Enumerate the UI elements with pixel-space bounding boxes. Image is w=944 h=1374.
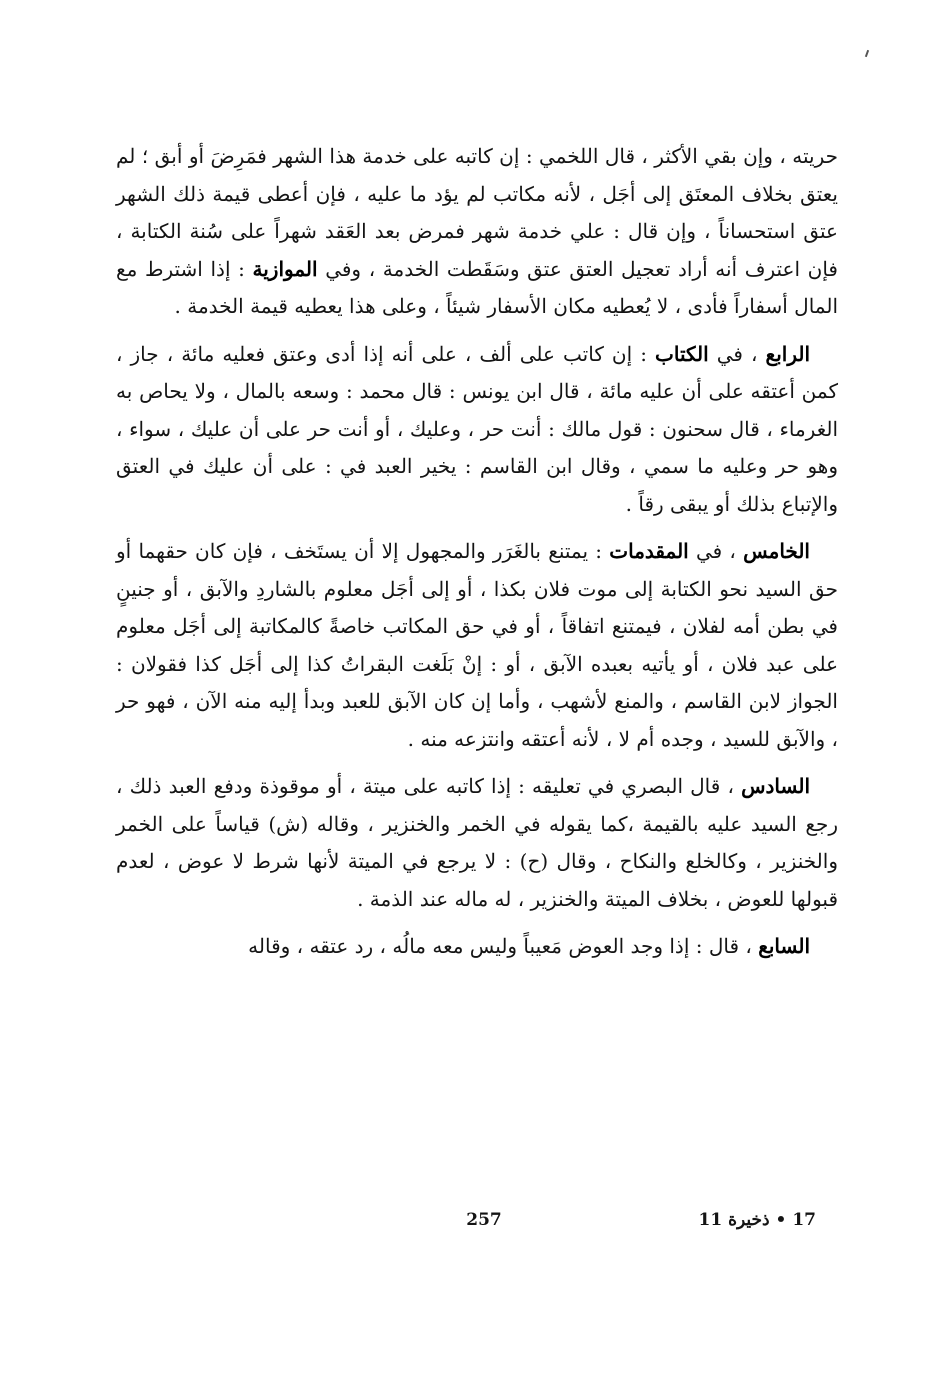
main-text xyxy=(116,138,838,976)
paragraph-term: الموازية xyxy=(252,256,318,281)
paragraph-continuation xyxy=(116,138,838,326)
paragraph-lead: الخامس xyxy=(743,539,810,563)
paragraph-body: ، قال البصري في تعليقه : إذا كاتبه على ميتة ، أو موقوذة ودفع العبد ذلك ، رجع السيد عليه بالقيمة ،كما يقوله في الخمر والخنزير ، وقاله (ش) قياساً على الخمر والخنزير ، وكالخلع والنكاح ، وقال (ح) : لا يرجع في الميتة لأنها شرط لا عوض ، لعدم قبولها للعوض ، بخلاف الميتة والخنزير ، له ماله عند الذمة . xyxy=(116,774,838,911)
paragraph-term: المقدمات xyxy=(609,539,689,563)
paragraph-body: حريته ، وإن بقي الأكثر ، قال اللخمي : إن كاتبه على خدمة هذا الشهر فمَرِضَ أو أبق ؛ لم يعتق بخلاف المعتَق إلى أجَل ، لأنه مكاتب لم يؤد ما عليه ، فإن أعطى قيمة ذلك الشهر عتق استحساناً ، وإن قال : علي خدمة شهر فمرض بعد العَقد شهراً على سُنة الكتابة ، فإن اعترف أنه أراد تعجيل العتق عتق وسَقَطت الخدمة ، وفي xyxy=(116,144,838,281)
paragraph-fifth xyxy=(116,533,838,758)
signature-mark: 17 • ذخيرة 11 xyxy=(698,1210,816,1230)
paragraph-lead: السابع xyxy=(758,934,810,958)
page-number: 257 xyxy=(466,1210,502,1230)
paragraph-body: ، قال : إذا وجد العوض مَعيباً وليس معه مالُه ، رد عتقه ، وقاله xyxy=(248,934,759,958)
paragraph-tail: : إذا اشترط مع المال أسفاراً فأدى ، لا يُعطيه مكان الأسفار شيئاً ، وعلى هذا يعطيه قيمة الخدمة . xyxy=(116,256,838,318)
page-footer xyxy=(116,1206,838,1240)
scan-mark xyxy=(865,50,869,57)
paragraph-lead: الرابع xyxy=(765,341,810,366)
paragraph-fourth xyxy=(116,336,838,524)
paragraph-term: الكتاب xyxy=(655,341,709,366)
paragraph-lead-connector: ، في xyxy=(708,341,766,366)
paragraph-sixth xyxy=(116,768,838,918)
paragraph-body: : إن كاتب على ألف ، على أنه إذا أدى وعتق فعليه مائة ، جاز ، كمن أعتقه على أن عليه مائة ، قال ابن يونس : قال محمد : وسعه بالمال ، ولا يحاص به الغرماء ، قال سحنون : قول مالك : أنت حر ، وعليك ، أو أنت حر على أن عليك ، سواء ، وهو حر وعليه ما سمي ، وقال ابن القاسم : يخير العبد في : على أن عليك في العتق والإتباع بذلك أو يبقى رقاً . xyxy=(116,341,838,516)
paragraph-seventh xyxy=(116,928,838,966)
paragraph-lead: السادس xyxy=(741,774,810,798)
paragraph-lead-connector: ، في xyxy=(688,539,744,563)
paragraph-body: : يمتنع بالغَرَر والمجهول إلا أن يستَخف ، فإن كان حقهما أو حق السيد نحو الكتابة إلى موت فلان بكذا ، أو إلى أجَل معلوم بالشاردِ والآبق ، أو جنينٍ في بطن أمه لفلان ، فيمتنع اتفاقاً ، أو في حق المكاتب خاصةً كالمكاتبة إلى أجَل معلوم على عبد فلان ، أو يأتيه بعبده الآبق ، أو : إنْ بَلَغت البقراتُ كذا إلى أجَل كذا فقولان : الجواز لابن القاسم ، والمنع لأشهب ، وأما إن كان الآبق للعبد وبدأ إليه منه الآن ، فهو حر ، والآبق للسيد ، وجده أم لا ، لأنه أعتقه وانتزعه منه . xyxy=(116,539,839,751)
